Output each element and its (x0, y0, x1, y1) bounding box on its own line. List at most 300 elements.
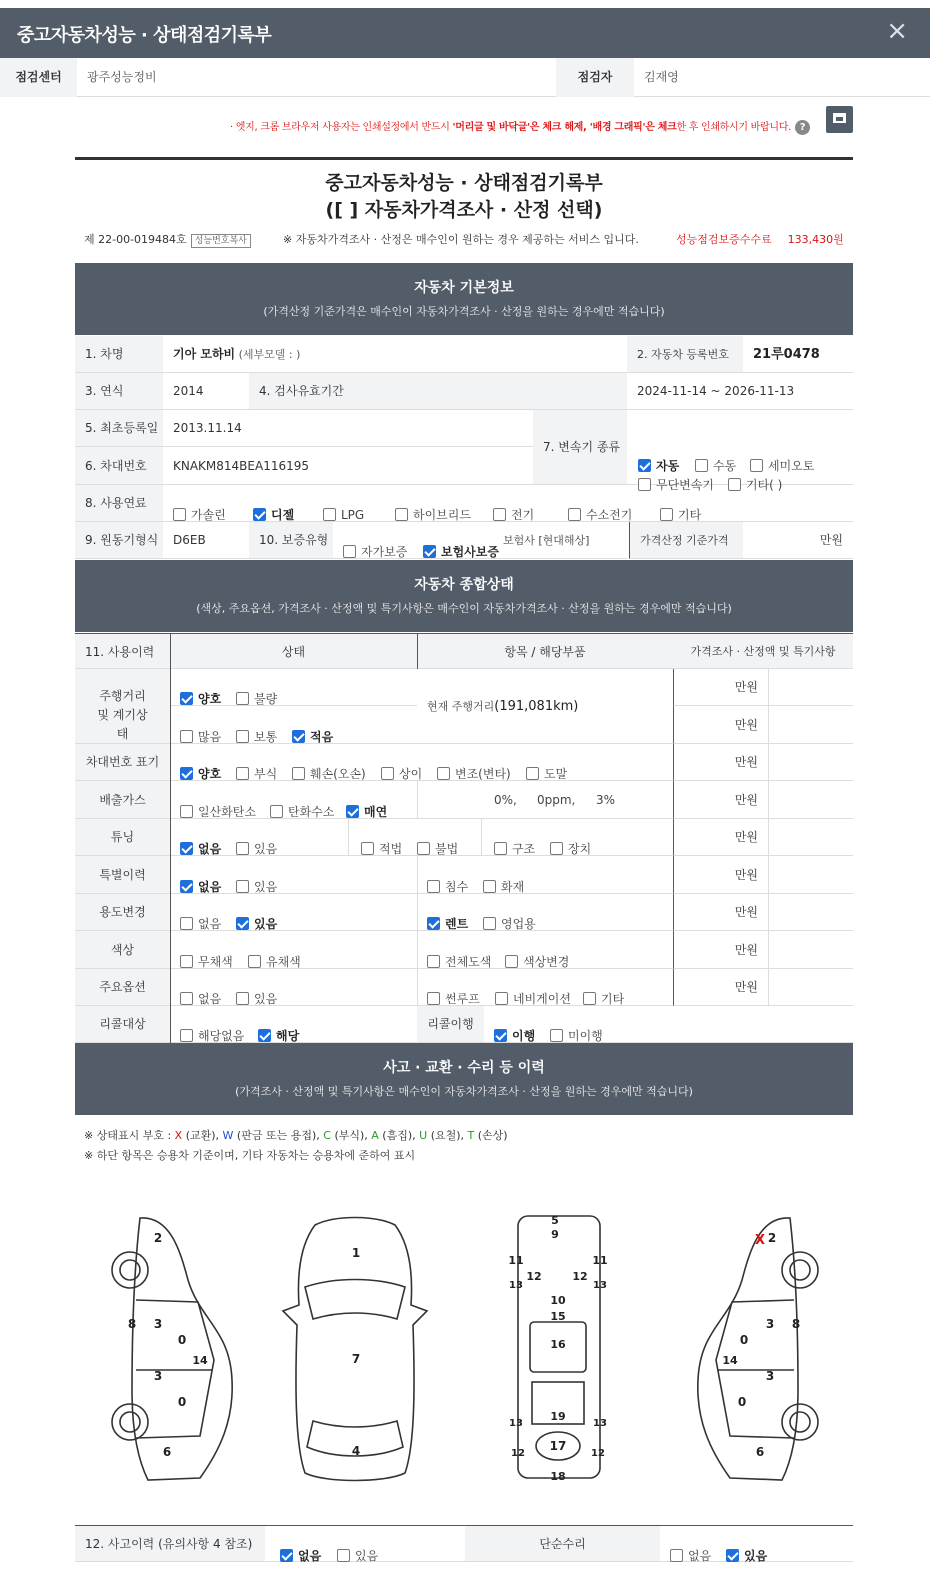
usage-opt-0-checkbox[interactable] (180, 917, 193, 930)
vinmark-label: 차대번호 표기 (75, 744, 170, 781)
tuning-sub-2-checkbox[interactable] (494, 842, 507, 855)
mileage-good-checkbox[interactable] (180, 692, 193, 705)
side-view-left (100, 1210, 240, 1490)
status-title: 자동차 종합상태 (414, 577, 514, 593)
usage-rent-checkbox[interactable] (427, 917, 440, 930)
vinmark-opt-2-checkbox[interactable] (292, 767, 305, 780)
document-title (75, 170, 853, 224)
warranty-self-checkbox[interactable] (343, 545, 356, 558)
exhaust-options (170, 781, 673, 819)
option-opt-0-checkbox[interactable] (180, 992, 193, 1005)
accident-subtitle: (가격조사 · 산정액 및 특기사항은 매수인이 자동차가격조사 · 산정을 원하는 경우에만 적습니다) (235, 1085, 693, 1098)
valid-label: 4. 검사유효기간 (249, 373, 627, 410)
reg-value: 21루0478 (743, 336, 853, 373)
history-none-checkbox[interactable] (280, 1549, 293, 1562)
tuning-sub-1-checkbox[interactable] (417, 842, 430, 855)
repair-none-checkbox[interactable] (670, 1549, 683, 1562)
simple-repair-label: 단순수리 (465, 1525, 660, 1562)
row0-note (768, 744, 853, 781)
copy-number-button[interactable]: 성능번호복사 (191, 234, 251, 248)
notice-text-end: 한 후 인쇄하시기 바랍니다. (676, 122, 791, 133)
status-col-line (170, 633, 171, 1043)
left-num-0: 2 (153, 1231, 163, 1245)
history-yes[interactable] (337, 1538, 378, 1572)
tuning-sub-1-label: 불법 (435, 842, 459, 856)
exhaust-opt-2-label: 매연 (364, 805, 388, 819)
fuel-opt-0-checkbox[interactable] (173, 508, 186, 521)
color-opt-0-checkbox[interactable] (180, 955, 193, 968)
mileage-normal-label: 보통 (254, 730, 278, 744)
right-num-6: 0 (737, 1395, 747, 1409)
row1-unit: 만원 (673, 781, 768, 819)
fee-value: 133,430원 (787, 233, 844, 246)
mileage-low-label: 적음 (310, 730, 334, 744)
colorrow-unit: 만원 (673, 931, 768, 969)
trans-other-label: 기타( ) (746, 478, 783, 492)
exhaust-val-0: 0%, (494, 793, 517, 807)
mileage-high-label: 많음 (198, 730, 222, 744)
special-opt-1-label: 있음 (254, 880, 278, 894)
state-head: 상태 (170, 633, 417, 669)
warranty-self-label: 자가보증 (361, 545, 408, 559)
code-key-0: X (174, 1129, 183, 1142)
recall-target-checkbox[interactable] (258, 1029, 271, 1042)
vinmark-opt-0-label: 양호 (198, 767, 222, 781)
vinmark-opt-4-label: 변조(변타) (455, 767, 511, 781)
legend-prefix: ※ 상태표시 부호 : (84, 1129, 175, 1142)
exhaust-opt-1-checkbox[interactable] (270, 805, 283, 818)
tuning-sub-2-label: 구조 (512, 842, 536, 856)
usage-opt-0-label: 없음 (198, 917, 222, 931)
mileage2-unit: 만원 (673, 706, 768, 744)
legend-note: ※ 하단 항목은 승용차 기준이며, 기타 자동차는 승용차에 준하여 표시 (84, 1149, 416, 1162)
code-desc-4: (요철), (427, 1129, 468, 1142)
under-num-10: 16 (550, 1338, 566, 1351)
right-num-1: 3 (765, 1317, 775, 1331)
optionrow-note (768, 969, 853, 1006)
right-body (698, 1218, 801, 1480)
history-head: 11. 사용이력 (75, 633, 170, 669)
under-num-7: 13 (593, 1280, 607, 1291)
option-opt-0-label: 없음 (198, 992, 222, 1006)
history-yes-checkbox[interactable] (337, 1549, 350, 1562)
accident-history-label: 12. 사고이력 (유의사항 4 참조) (75, 1525, 265, 1562)
repair-none[interactable] (670, 1538, 711, 1572)
vinmark-opt-1-checkbox[interactable] (236, 767, 249, 780)
center-label: 점검센터 (0, 58, 77, 97)
trans-label: 7. 변속기 종류 (533, 410, 627, 485)
recall-notdone-label: 미이행 (568, 1029, 603, 1043)
under-num-6: 13 (509, 1280, 523, 1291)
reg-label: 2. 자동차 등록번호 (627, 336, 743, 373)
fuel-opt-3-label: 하이브리드 (413, 508, 471, 522)
history-none-label: 없음 (298, 1549, 322, 1563)
under-num-12: 13 (593, 1418, 607, 1429)
price-note-head: 가격조사 · 산정액 및 특기사항 (673, 633, 853, 669)
row1-note (768, 781, 853, 819)
repair-yes-checkbox[interactable] (726, 1549, 739, 1562)
recall-done-checkbox[interactable] (494, 1029, 507, 1042)
vinmark-opt-5-label: 도말 (544, 767, 568, 781)
left-wheel-rear-hub (120, 1412, 140, 1432)
option-other-checkbox[interactable] (583, 992, 596, 1005)
fuel-opt-0-label: 가솔린 (191, 508, 226, 522)
tuning-divider (348, 819, 349, 856)
option-opt-1-label: 있음 (254, 992, 278, 1006)
colorrow-note (768, 931, 853, 969)
color-divider (417, 931, 418, 969)
tuning-opt-1-checkbox[interactable] (236, 842, 249, 855)
tuning-sub-3-label: 장치 (568, 842, 592, 856)
top-num-4: 4 (351, 1444, 361, 1458)
basic-info-title: 자동차 기본정보 (414, 280, 514, 296)
mileage-label-text: 주행거리 및 계기상태 (97, 689, 148, 741)
special-flood-label: 침수 (445, 880, 469, 894)
fuel-opt-3-checkbox[interactable] (395, 508, 408, 521)
vinmark-opt-2-label: 훼손(오손) (310, 767, 366, 781)
notice-bold: '머리글 및 바닥글'은 체크 해제, '배경 그래픽'은 체크 (452, 122, 677, 133)
option-opt-1-checkbox[interactable] (236, 992, 249, 1005)
special-opt-0-label: 없음 (198, 880, 222, 894)
engine-value: D6EB (163, 522, 249, 559)
tuning-sub-3-checkbox[interactable] (550, 842, 563, 855)
top-num-7: 7 (351, 1352, 361, 1366)
exhaust-divider (417, 781, 418, 819)
optionrow-unit: 만원 (673, 969, 768, 1006)
under-num-17: 18 (550, 1470, 566, 1482)
status-subtitle: (색상, 주요옵션, 가격조사 · 산정액 및 특기사항은 매수인이 자동차가격조사 · 산정을 원하는 경우에만 적습니다) (196, 602, 732, 615)
code-key-5: T (467, 1129, 475, 1142)
exhaust-opt-1-label: 탄화수소 (288, 805, 335, 819)
mileage-bad-label: 불량 (254, 692, 278, 706)
mileage-label (75, 669, 170, 744)
special-opt-1-checkbox[interactable] (236, 880, 249, 893)
tuning-divider2 (481, 819, 482, 856)
trans-cvt-label: 무단변속기 (656, 478, 714, 492)
fuel-opt-6-checkbox[interactable] (660, 508, 673, 521)
color-label: 색상 (75, 931, 170, 969)
year-label: 3. 연식 (75, 373, 163, 410)
trans-manual-label: 수동 (713, 459, 737, 473)
under-num-15: 17 (549, 1439, 567, 1453)
fuel-opt-5-checkbox[interactable] (568, 508, 581, 521)
code-desc-5: (손상) (474, 1129, 508, 1142)
right-num-7: 6 (755, 1445, 765, 1459)
recall-done-label: 이행 (512, 1029, 536, 1043)
left-num-5: 3 (153, 1369, 163, 1383)
left-num-6: 0 (177, 1395, 187, 1409)
car-name-label: 1. 차명 (75, 336, 163, 373)
mileage-row1 (170, 669, 417, 706)
fuel-opt-2-checkbox[interactable] (323, 508, 336, 521)
left-num-4: 14 (192, 1354, 208, 1367)
option-sunroof-checkbox[interactable] (427, 992, 440, 1005)
left-wheel-front-hub (120, 1260, 140, 1280)
recall-target-label: 해당 (276, 1029, 300, 1043)
option-nav-checkbox[interactable] (495, 992, 508, 1005)
right-num-2: 8 (791, 1317, 801, 1331)
car-name-value: 기아 모하비 (173, 347, 236, 361)
side-view-right (690, 1210, 830, 1490)
guarantee-fee (676, 231, 844, 247)
vinmark-opt-0-checkbox[interactable] (180, 767, 193, 780)
under-num-8: 10 (550, 1294, 566, 1307)
trans-auto-label: 자동 (656, 459, 680, 473)
valid-value: 2024-11-14 ~ 2026-11-13 (627, 373, 853, 410)
option-options (170, 969, 673, 1006)
fuel-opt-5-label: 수소전기 (586, 508, 633, 522)
legend-codes (84, 1127, 508, 1143)
price-label: 가격산정 기준가격 (629, 522, 743, 559)
exhaust-opt-0-label: 일산화탄소 (198, 805, 256, 819)
exhaust-label: 배출가스 (75, 781, 170, 819)
item-head: 항목 / 해당부품 (417, 633, 673, 669)
right-wheel-rear (782, 1404, 818, 1440)
under-num-5: 12 (572, 1270, 588, 1283)
mileage-good-label: 양호 (198, 692, 222, 706)
right-num-3: 0 (739, 1333, 749, 1347)
warranty-insurer-checkbox[interactable] (423, 545, 436, 558)
under-num-0: 5 (551, 1214, 559, 1227)
under-num-4: 12 (526, 1270, 542, 1283)
accident-title: 사고 · 교환 · 수리 등 이력 (383, 1060, 545, 1076)
left-num-1: 8 (127, 1317, 137, 1331)
fuel-opt-1-checkbox[interactable] (253, 508, 266, 521)
exhaust-val-1: 0ppm, (537, 793, 576, 807)
row4-unit: 만원 (673, 894, 768, 931)
status-header (75, 560, 853, 632)
legend-code-list (175, 1129, 508, 1142)
close-icon[interactable]: × (886, 16, 908, 46)
exhaust-opt-0-checkbox[interactable] (180, 805, 193, 818)
color-opt-1-checkbox[interactable] (248, 955, 261, 968)
vinmark-options (170, 744, 673, 781)
mileage-row2 (170, 706, 417, 744)
tuning-sub-0-checkbox[interactable] (361, 842, 374, 855)
under-num-14: 12 (511, 1448, 525, 1459)
repair-none-label: 없음 (688, 1549, 712, 1563)
right-num-5: 3 (765, 1369, 775, 1383)
left-num-2: 3 (153, 1317, 163, 1331)
tuning-label: 튜닝 (75, 819, 170, 856)
first-reg-value: 2013.11.14 (163, 410, 533, 447)
mileage1-note (768, 669, 853, 706)
warranty-options (333, 522, 627, 559)
top-view (275, 1215, 435, 1485)
history-yes-label: 있음 (355, 1549, 379, 1563)
special-fire-label: 화재 (501, 880, 525, 894)
mileage-normal-checkbox[interactable] (236, 730, 249, 743)
right-fender-mark: X (754, 1233, 766, 1248)
vinmark-opt-4-checkbox[interactable] (437, 767, 450, 780)
vinmark-opt-3-label: 상이 (399, 767, 423, 781)
repair-yes-label: 있음 (744, 1549, 768, 1563)
usage-options (170, 894, 673, 931)
recall-done-options (484, 1006, 853, 1043)
car-name-cell (163, 336, 627, 373)
under-num-11: 13 (509, 1418, 523, 1429)
mileage-low-checkbox[interactable] (292, 730, 305, 743)
row2-unit: 만원 (673, 819, 768, 856)
under-num-9: 15 (550, 1310, 566, 1323)
vinmark-opt-3-checkbox[interactable] (381, 767, 394, 780)
document-title-line1: 중고자동차성능 · 상태점검기록부 (325, 172, 603, 194)
code-desc-0: (교환), (182, 1129, 223, 1142)
code-key-3: A (371, 1129, 379, 1142)
usage-opt-1-checkbox[interactable] (236, 917, 249, 930)
fee-label: 성능점검보증수수료 (676, 233, 772, 246)
option-divider (417, 969, 418, 1006)
top-windshield (305, 1280, 405, 1320)
tuning-options (170, 819, 673, 856)
fuel-opt-6-label: 기타 (678, 508, 702, 522)
option-label: 주요옵션 (75, 969, 170, 1006)
help-icon[interactable]: ? (795, 120, 810, 135)
right-num-0: 2 (767, 1231, 777, 1245)
row3-unit: 만원 (673, 856, 768, 894)
accident-history-options (265, 1525, 465, 1562)
special-opt-0-checkbox[interactable] (180, 880, 193, 893)
history-none[interactable] (280, 1538, 321, 1572)
fuel-label: 8. 사용연료 (75, 485, 163, 522)
special-flood-checkbox[interactable] (427, 880, 440, 893)
row4-note (768, 894, 853, 931)
price-unit: 만원 (743, 522, 853, 559)
mileage-text: 현재 주행거리 (427, 700, 495, 713)
color-opt-0-label: 무채색 (198, 955, 233, 969)
color-full-checkbox[interactable] (427, 955, 440, 968)
vin-label: 6. 차대번호 (75, 447, 163, 485)
code-key-4: U (419, 1129, 428, 1142)
row3-note (768, 856, 853, 894)
usage-business-label: 영업용 (501, 917, 536, 931)
vin-value: KNAKM814BEA116195 (163, 447, 533, 485)
tuning-opt-0-label: 없음 (198, 842, 222, 856)
notice-text: · 엣지, 크롬 브라우저 사용자는 인쇄설정에서 반드시 (230, 122, 453, 133)
right-wheel-front (782, 1252, 818, 1288)
left-num-3: 0 (177, 1333, 187, 1347)
warranty-insurer-label: 보험사보증 (441, 545, 499, 559)
usage-opt-1-label: 있음 (254, 917, 278, 931)
right-wheel-front-hub (790, 1260, 810, 1280)
left-body (132, 1218, 232, 1480)
vinmark-opt-1-label: 부식 (254, 767, 278, 781)
print-notice (230, 118, 806, 135)
right-wheel-rear-hub (790, 1412, 810, 1432)
color-full-label: 전체도색 (445, 955, 492, 969)
recall-label: 리콜대상 (75, 1006, 170, 1043)
code-key-1: W (222, 1129, 234, 1142)
inspector-value: 김재영 (644, 70, 679, 84)
car-name-sub: (세부모델 : ) (235, 348, 301, 361)
trans-options (627, 410, 853, 492)
warranty-label: 10. 보증유형 (249, 522, 333, 559)
window-title: 중고자동차성능 · 상태점검기록부 (17, 25, 272, 46)
under-num-3: 11 (592, 1254, 608, 1267)
right-num-4: 14 (722, 1354, 738, 1367)
mileage-bad-checkbox[interactable] (236, 692, 249, 705)
fuel-opt-2-label: LPG (341, 508, 365, 522)
under-view (500, 1212, 615, 1482)
vinmark-opt-5-checkbox[interactable] (526, 767, 539, 780)
usage-rent-label: 렌트 (445, 917, 469, 931)
option-sunroof-label: 썬루프 (445, 992, 480, 1006)
code-desc-3: (흠집), (378, 1129, 420, 1142)
left-wheel-rear (112, 1404, 148, 1440)
simple-repair-options (660, 1525, 853, 1562)
basic-info-header (75, 263, 853, 335)
print-icon[interactable] (826, 106, 853, 133)
under-num-13: 19 (550, 1410, 566, 1423)
document-number-text: 제 22-00-019484호 (84, 233, 187, 246)
tuning-opt-0-checkbox[interactable] (180, 842, 193, 855)
document-number (84, 231, 251, 248)
engine-label: 9. 원동기형식 (75, 522, 163, 559)
fuel-opt-1-label: 디젤 (271, 508, 295, 522)
color-change-label: 색상변경 (523, 955, 570, 969)
center-value: 광주성능정비 (87, 70, 157, 84)
mileage-detail (417, 669, 673, 744)
fuel-options (163, 485, 853, 522)
special-options (170, 856, 673, 894)
row0-unit: 만원 (673, 744, 768, 781)
exhaust-val-2: 3% (596, 793, 616, 807)
fuel-opt-4-label: 전기 (511, 508, 535, 522)
fuel-opt-4-checkbox[interactable] (493, 508, 506, 521)
warranty-insurer-name: 보험사 [현대해상] (503, 534, 590, 547)
under-num-2: 11 (508, 1254, 524, 1267)
code-desc-1: (판금 또는 용접), (233, 1129, 324, 1142)
mileage2-note (768, 706, 853, 744)
usage-divider (417, 894, 418, 931)
recall-done-label: 리콜이행 (417, 1006, 484, 1043)
special-label: 특별이력 (75, 856, 170, 894)
recall-notdone-checkbox[interactable] (550, 1029, 563, 1042)
recall-options (170, 1006, 417, 1043)
code-key-2: C (323, 1129, 331, 1142)
row2-note (768, 819, 853, 856)
usage-business-checkbox[interactable] (483, 917, 496, 930)
special-fire-checkbox[interactable] (483, 880, 496, 893)
option-other-label: 기타 (601, 992, 625, 1006)
exhaust-opt-2-checkbox[interactable] (346, 805, 359, 818)
trans-semi-label: 세미오토 (768, 459, 815, 473)
recall-none-label: 해당없음 (198, 1029, 245, 1043)
under-num-16: 12 (591, 1448, 605, 1459)
document-title-line2: ([ ] 자동차가격조사 · 산정 선택) (325, 199, 603, 221)
top-num-1: 1 (351, 1246, 361, 1260)
service-note: ※ 자동차가격조사 · 산정은 매수인이 원하는 경우 제공하는 서비스 입니다. (283, 233, 639, 246)
color-change-checkbox[interactable] (505, 955, 518, 968)
recall-none-checkbox[interactable] (180, 1029, 193, 1042)
left-num-7: 6 (162, 1445, 172, 1459)
inspector-label: 점검자 (556, 58, 634, 97)
special-divider (417, 856, 418, 894)
option-nav-label: 네비게이션 (513, 992, 571, 1006)
basic-info-subtitle: (가격산정 기준가격은 매수인이 자동차가격조사 · 산정을 원하는 경우에만 적습니다) (263, 305, 665, 318)
tuning-sub-0-label: 적법 (379, 842, 403, 856)
under-num-1: 9 (551, 1228, 559, 1241)
code-desc-2: (부식), (330, 1129, 372, 1142)
repair-yes[interactable] (726, 1538, 767, 1572)
first-reg-label: 5. 최초등록일 (75, 410, 163, 447)
color-options (170, 931, 673, 969)
status-col-line2 (417, 633, 418, 669)
mileage-high-checkbox[interactable] (180, 730, 193, 743)
year-value: 2014 (163, 373, 249, 410)
divider (75, 157, 853, 160)
accident-header (75, 1043, 853, 1115)
